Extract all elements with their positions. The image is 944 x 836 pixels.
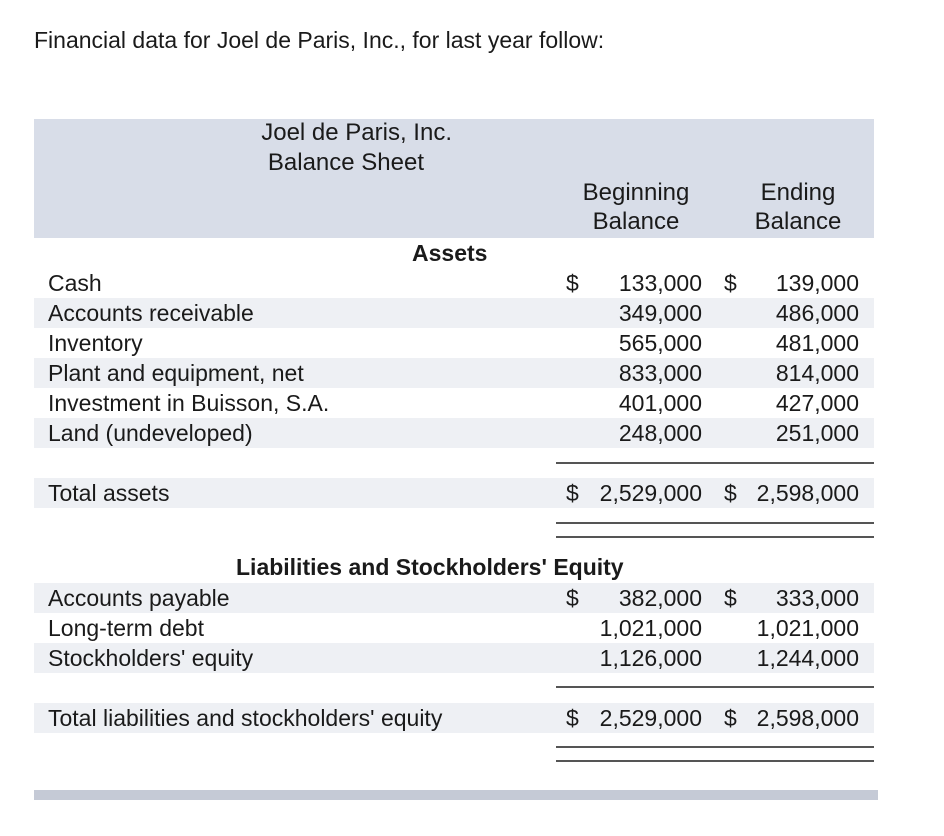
- table-footer-bar: [34, 790, 878, 800]
- double-rule-bottom: [556, 760, 874, 762]
- ending-balance-header: Ending Balance: [754, 179, 842, 235]
- statement-title: Balance Sheet: [267, 149, 424, 176]
- double-rule-top: [556, 522, 874, 524]
- double-rule-bottom: [556, 536, 874, 538]
- spacer-row: [34, 673, 874, 703]
- table-row: Investment in Buisson, S.A. 401,000 427,000: [48, 390, 859, 416]
- table-row: Long-term debt 1,021,000 1,021,000: [48, 615, 859, 641]
- assets-heading: Assets: [412, 240, 488, 266]
- liabilities-heading: Liabilities and Stockholders' Equity: [236, 554, 624, 580]
- table-row: Plant and equipment, net 833,000 814,000: [34, 358, 874, 388]
- table-row: Cash $ 133,000 $ 139,000: [48, 270, 859, 296]
- subtotal-rule: [556, 686, 874, 688]
- double-rule-top: [556, 746, 874, 748]
- total-assets-row: Total assets $ 2,529,000 $ 2,598,000: [34, 478, 874, 508]
- table-row: Stockholders' equity 1,126,000 1,244,000: [34, 643, 874, 673]
- balance-sheet-header: [34, 119, 874, 238]
- company-name: Joel de Paris, Inc.: [261, 119, 452, 146]
- beginning-balance-header: Beginning Balance: [582, 179, 690, 235]
- table-row: Accounts payable $ 382,000 $ 333,000: [34, 583, 874, 613]
- subtotal-rule: [556, 462, 874, 464]
- table-row: Accounts receivable 349,000 486,000: [34, 298, 874, 328]
- intro-text: Financial data for Joel de Paris, Inc., for last year follow:: [34, 27, 605, 53]
- total-liabilities-row: Total liabilities and stockholders' equity $ 2,529,000 $ 2,598,000: [34, 703, 874, 733]
- table-row: Inventory 565,000 481,000: [48, 330, 859, 356]
- table-row: Land (undeveloped) 248,000 251,000: [34, 418, 874, 448]
